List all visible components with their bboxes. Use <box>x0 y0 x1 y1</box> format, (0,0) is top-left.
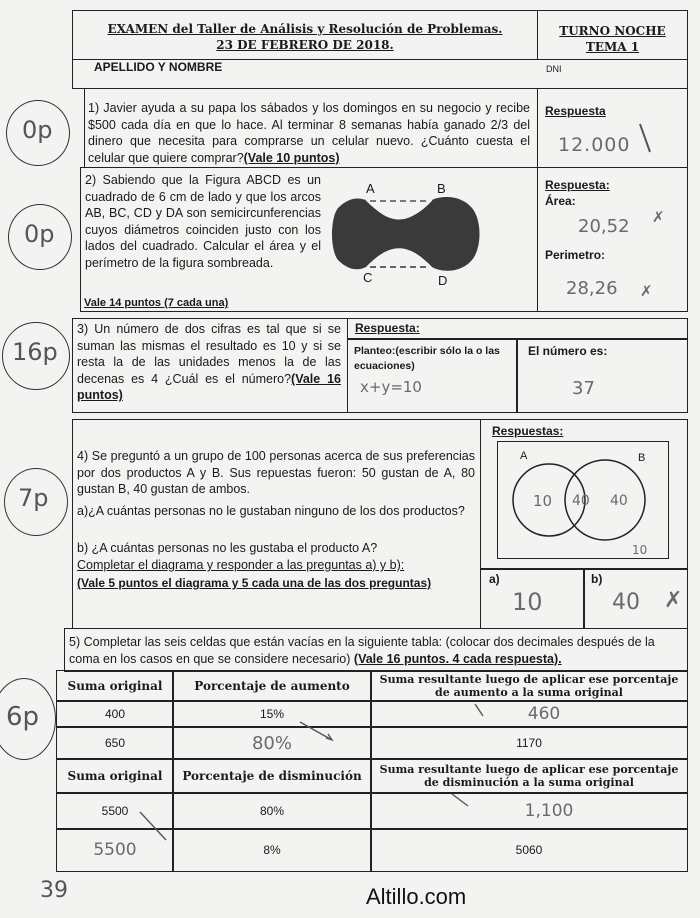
numero-label: El número es: <box>528 344 608 358</box>
tema-label: TEMA 1 <box>585 40 640 54</box>
q1-answer-value: 12.000 <box>558 134 631 156</box>
exam-title: EXAMEN del Taller de Análisis y Resolución de Problemas. <box>107 22 503 36</box>
q4-b-x-mark: ✗ <box>664 588 683 613</box>
venn-set-a: A <box>520 450 528 462</box>
q2-points: Vale 14 puntos (7 cada una) <box>84 297 229 309</box>
q3-answer-label: Respuesta: <box>355 321 420 335</box>
venn-right-value: 40 <box>610 493 628 509</box>
t2-r1-suma: 5500 <box>56 792 174 830</box>
vertex-a: A <box>366 181 375 196</box>
q1-text <box>88 100 530 166</box>
watermark: Altillo.com <box>366 884 467 909</box>
t2-r2-resultante: 5060 <box>370 828 688 872</box>
t2-r1-resultante-value: 1,100 <box>524 801 574 821</box>
t2-h-suma: Suma original <box>56 758 174 794</box>
venn-mid-value: 40 <box>572 493 590 509</box>
q3-answer-hline <box>347 338 688 340</box>
perimetro-x-mark: ✗ <box>640 282 653 300</box>
area-value: 20,52 <box>578 216 630 237</box>
t1-r2-porc-value: 80% <box>251 732 292 754</box>
total-grade: 39 <box>40 878 68 903</box>
venn-left-value: 10 <box>533 492 553 510</box>
venn-outside-value: 10 <box>632 543 648 557</box>
q3-question: 3) Un número de dos cifras es tal que si se suman las mismas el resultado es 10 y si se resta la de las unidades menos la de las decenas es 4 ¿Cuál es el número? <box>77 322 341 386</box>
q4-a-label: a) <box>489 572 500 586</box>
q5-points: (Vale 16 puntos. 4 cada respuesta). <box>353 651 562 666</box>
t2-r2-porc: 8% <box>172 828 372 872</box>
t2-h-resultante: Suma resultante luego de aplicar ese porcentaje de disminución a la suma original <box>370 758 688 794</box>
q4-grade: 7p <box>18 484 49 512</box>
t1-h-resultante: Suma resultante luego de aplicar ese porcentaje de aumento a la suma original <box>370 670 688 702</box>
t1-r1-resultante <box>370 700 688 728</box>
q4-points: (Vale 5 puntos el diagrama y 5 cada una de las dos preguntas) <box>77 576 432 590</box>
q1-check-mark <box>636 122 656 156</box>
exam-date: 23 DE FEBRERO DE 2018. <box>216 38 394 52</box>
perimetro-value: 28,26 <box>566 278 618 299</box>
q4-answers-label: Respuestas: <box>492 424 564 438</box>
vertex-d: D <box>438 273 448 288</box>
q4-text <box>77 448 475 498</box>
t1-r2-resultante: 1170 <box>370 726 688 760</box>
vertex-c: C <box>363 270 373 285</box>
apellido-label: APELLIDO Y NOMBRE <box>94 60 223 74</box>
q5-text <box>69 634 683 667</box>
q1-grade: 0p <box>22 116 53 144</box>
q3-text <box>77 321 341 404</box>
q4-b-label: b) <box>591 572 603 586</box>
q2-text <box>85 172 321 272</box>
perimetro-label: Perimetro: <box>545 248 606 262</box>
t1-r1-suma: 400 <box>56 700 174 728</box>
q3-points: (Vale 16 puntos) <box>77 371 341 403</box>
q1-question: 1) Javier ayuda a su papa los sábados y los domingos en su negocio y recibe $500 cada día en que lo hace. Al terminar 8 semanas había ganado 2/3 del dinero que necesita para comprarse un celular nuevo. ¿Cuánto cuesta el celular que quiere comprar? <box>88 101 530 165</box>
q4-ab-divider <box>583 568 585 629</box>
t1-h-porc: Porcentaje de aumento <box>172 670 372 702</box>
q5-question: 5) Completar las seis celdas que están vacías en la siguiente tabla: (colocar dos decimales después de la coma en los casos en que se considere necesario) <box>69 635 655 666</box>
q4-a-value: 10 <box>512 588 543 616</box>
q4-qa: a)¿A cuántas personas no le gustaban ninguno de los dos productos? <box>77 504 465 518</box>
q4-instr: Completar el diagrama y responder a las preguntas a) y b): <box>77 558 405 572</box>
t2-r2-suma <box>56 828 174 872</box>
t2-r1-resultante <box>370 792 688 830</box>
t2-r2-suma-value: 5500 <box>93 840 137 860</box>
q2-question: 2) Sabiendo que la Figura ABCD es un cuadrado de 6 cm de lado y que los arcos AB, BC, CD y DA son semicircunferencias cuyos diámetros coinciden justo con los lados del cuadrado. Calcular el área y el perímetro de la figura sombreada. <box>85 173 321 270</box>
q5-grade: 6p <box>6 702 40 732</box>
venn-set-b: B <box>638 452 646 464</box>
vertex-b: B <box>437 181 446 196</box>
area-label: Área: <box>545 194 576 208</box>
planteo-label: Planteo:(escribir sólo la o las ecuaciones) <box>354 345 500 372</box>
t1-r1-resultante-value: 460 <box>527 704 561 724</box>
q2-answer-label: Respuesta: <box>545 178 610 192</box>
area-x-mark: ✗ <box>652 208 665 226</box>
q4-question: 4) Se preguntó a un grupo de 100 personas acerca de sus preferencias por dos productos A y B. Sus repuestas fueron: 50 gustan de A, 80 gustan B, 40 gustan de ambos. <box>77 449 475 497</box>
q4-qb: b) ¿A cuántas personas no les gustaba el producto A? <box>77 541 378 555</box>
dni-label: DNI <box>546 64 562 74</box>
t2-h-porc: Porcentaje de disminución <box>172 758 372 794</box>
t1-r1-porc: 15% <box>172 700 372 728</box>
t2-r1-porc: 80% <box>172 792 372 830</box>
q2-grade: 0p <box>24 220 55 248</box>
turno-label: TURNO NOCHE <box>559 24 666 38</box>
q1-answer-label: Respuesta <box>545 104 606 118</box>
t1-r2-porc <box>172 726 372 760</box>
q1-answer-box <box>537 88 688 168</box>
planteo-value: x+y=10 <box>360 378 422 396</box>
q3-grade: 16p <box>12 338 58 366</box>
t1-h-suma: Suma original <box>56 670 174 702</box>
q1-points: (Vale 10 puntos) <box>243 150 340 165</box>
numero-value: 37 <box>572 378 595 399</box>
q4-b-value: 40 <box>612 590 640 615</box>
q3-planteo-divider <box>516 338 518 412</box>
q2-figure <box>330 178 490 288</box>
t1-r2-suma: 650 <box>56 726 174 760</box>
